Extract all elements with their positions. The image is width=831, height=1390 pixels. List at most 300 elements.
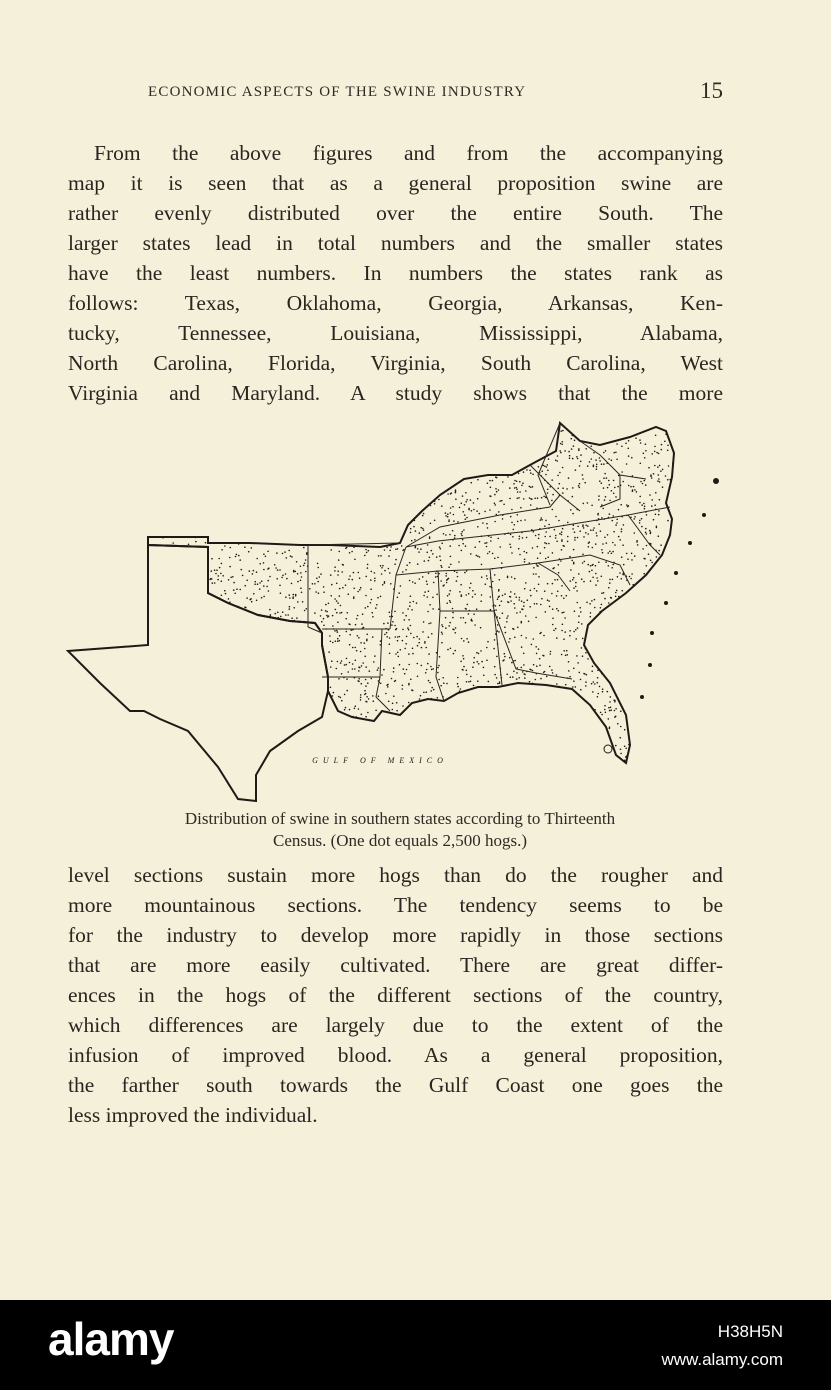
swine-dot [370, 579, 372, 581]
swine-dot [509, 596, 511, 598]
swine-dot [119, 435, 121, 437]
swine-dot [242, 480, 244, 482]
swine-dot [251, 526, 253, 528]
swine-dot [500, 451, 502, 453]
swine-dot [136, 691, 138, 693]
swine-dot [625, 426, 627, 428]
swine-dot [398, 656, 400, 658]
swine-dot [644, 802, 646, 804]
swine-dot [339, 588, 341, 590]
swine-dot [477, 472, 479, 474]
swine-dot [175, 728, 177, 730]
swine-dot [221, 595, 223, 597]
swine-dot [443, 533, 445, 535]
swine-dot [390, 427, 392, 429]
swine-dot [290, 555, 292, 557]
swine-dot [559, 450, 561, 452]
swine-dot [618, 663, 620, 665]
swine-dot [370, 602, 372, 604]
swine-dot [551, 436, 553, 438]
swine-dot [638, 786, 640, 788]
swine-dot [634, 656, 636, 658]
swine-dot [635, 663, 637, 665]
swine-dot [386, 547, 388, 549]
swine-dot [434, 785, 436, 787]
swine-dot [427, 431, 429, 433]
swine-dot [308, 479, 310, 481]
swine-dot [304, 738, 306, 740]
swine-dot [505, 692, 507, 694]
swine-dot [636, 729, 638, 731]
swine-dot [650, 764, 652, 766]
swine-dot [600, 607, 602, 609]
swine-dot [506, 783, 508, 785]
swine-dot [260, 530, 262, 532]
swine-dot [300, 566, 302, 568]
swine-dot [650, 531, 652, 533]
swine-dot [506, 617, 508, 619]
swine-dot [244, 771, 246, 773]
swine-dot [135, 717, 137, 719]
swine-dot [455, 489, 457, 491]
swine-dot [143, 752, 145, 754]
swine-dot [628, 440, 630, 442]
swine-dot [316, 578, 318, 580]
swine-dot [448, 451, 450, 453]
swine-dot [524, 674, 526, 676]
swine-dot [408, 629, 410, 631]
swine-dot [161, 492, 163, 494]
swine-dot [397, 548, 399, 550]
swine-dot [586, 430, 588, 432]
swine-dot [427, 611, 429, 613]
swine-dot [520, 520, 522, 522]
swine-dot [420, 695, 422, 697]
swine-dot [346, 658, 348, 660]
swine-dot [640, 729, 642, 731]
swine-dot [127, 724, 129, 726]
swine-dot [343, 564, 345, 566]
swine-dot [598, 693, 600, 695]
swine-dot [418, 707, 420, 709]
swine-dot [353, 588, 355, 590]
swine-dot [672, 620, 674, 622]
swine-dot [246, 697, 248, 699]
swine-dot [280, 730, 282, 732]
swine-dot [400, 741, 402, 743]
swine-dot [515, 457, 517, 459]
swine-dot [177, 778, 179, 780]
swine-dot [465, 492, 467, 494]
swine-dot [535, 617, 537, 619]
swine-dot [487, 527, 489, 529]
swine-dot [449, 593, 451, 595]
swine-dot [113, 792, 115, 794]
swine-dot [211, 669, 213, 671]
swine-dot [438, 459, 440, 461]
swine-dot [284, 671, 286, 673]
swine-dot [385, 504, 387, 506]
swine-dot [573, 631, 575, 633]
swine-dot [582, 554, 584, 556]
swine-dot [398, 592, 400, 594]
swine-dot [372, 695, 374, 697]
swine-dot [658, 453, 660, 455]
swine-dot [86, 739, 88, 741]
swine-dot [318, 795, 320, 797]
swine-dot [113, 737, 115, 739]
swine-dot [244, 546, 246, 548]
swine-dot [466, 681, 468, 683]
swine-dot [133, 638, 135, 640]
swine-dot [328, 529, 330, 531]
swine-dot [436, 730, 438, 732]
swine-dot [124, 795, 126, 797]
swine-dot [448, 521, 450, 523]
swine-dot [582, 638, 584, 640]
swine-dot [480, 719, 482, 721]
swine-dot [604, 618, 606, 620]
swine-dot [133, 715, 135, 717]
swine-dot [280, 799, 282, 801]
swine-dot [418, 551, 420, 553]
swine-dot [594, 683, 596, 685]
swine-dot [82, 780, 84, 782]
swine-dot [194, 461, 196, 463]
swine-dot [250, 481, 252, 483]
swine-dot [328, 536, 330, 538]
swine-dot [565, 684, 567, 686]
swine-dot [289, 597, 291, 599]
swine-dot [381, 748, 383, 750]
swine-dot [222, 502, 224, 504]
swine-dot [245, 455, 247, 457]
swine-dot [405, 569, 407, 571]
swine-dot [468, 754, 470, 756]
swine-dot [302, 466, 304, 468]
swine-dot [259, 740, 261, 742]
swine-dot [120, 519, 122, 521]
swine-dot [377, 474, 379, 476]
swine-dot [533, 724, 535, 726]
swine-dot [133, 728, 135, 730]
swine-dot [372, 636, 374, 638]
swine-dot [367, 564, 369, 566]
swine-dot [384, 445, 386, 447]
swine-dot [89, 620, 91, 622]
swine-dot [279, 585, 281, 587]
swine-dot [661, 449, 663, 451]
swine-dot [575, 638, 577, 640]
swine-dot [451, 492, 453, 494]
swine-dot [624, 729, 626, 731]
swine-dot [87, 508, 89, 510]
swine-dot [307, 790, 309, 792]
swine-dot [278, 664, 280, 666]
swine-dot [215, 768, 217, 770]
swine-dot [389, 428, 391, 430]
swine-dot [398, 533, 400, 535]
swine-dot [342, 751, 344, 753]
swine-dot [443, 426, 445, 428]
swine-dot [130, 463, 132, 465]
swine-dot [394, 772, 396, 774]
swine-dot [381, 567, 383, 569]
swine-dot [263, 522, 265, 524]
swine-dot [171, 797, 173, 799]
swine-dot [499, 464, 501, 466]
swine-dot [356, 770, 358, 772]
swine-dot [247, 536, 249, 538]
swine-dot [537, 497, 539, 499]
swine-dot [656, 421, 658, 423]
swine-dot [298, 470, 300, 472]
swine-dot [577, 537, 579, 539]
swine-dot [304, 563, 306, 565]
swine-dot [559, 713, 561, 715]
swine-dot [579, 431, 581, 433]
swine-dot [359, 772, 361, 774]
swine-dot [597, 514, 599, 516]
swine-dot [620, 504, 622, 506]
swine-dot [383, 776, 385, 778]
swine-dot [526, 455, 528, 457]
swine-dot [322, 771, 324, 773]
swine-dot [197, 449, 199, 451]
swine-dot [584, 436, 586, 438]
swine-dot [150, 736, 152, 738]
swine-dot [251, 616, 253, 618]
swine-dot [381, 498, 383, 500]
swine-dot [486, 575, 488, 577]
swine-dot [645, 484, 647, 486]
swine-dot [576, 655, 578, 657]
swine-dot [588, 752, 590, 754]
swine-dot [474, 594, 476, 596]
swine-dot [441, 447, 443, 449]
swine-dot [425, 801, 427, 803]
swine-dot [513, 529, 515, 531]
swine-dot [321, 468, 323, 470]
swine-dot [605, 633, 607, 635]
swine-dot [252, 469, 254, 471]
swine-dot [388, 701, 390, 703]
swine-dot [389, 612, 391, 614]
swine-dot [283, 661, 285, 663]
swine-dot [313, 793, 315, 795]
swine-dot [414, 489, 416, 491]
swine-dot [103, 716, 105, 718]
swine-dot [250, 423, 252, 425]
swine-dot [397, 597, 399, 599]
swine-dot [314, 470, 316, 472]
swine-dot [214, 465, 216, 467]
swine-distribution-map [60, 415, 740, 810]
swine-dot [318, 527, 320, 529]
swine-dot [668, 559, 670, 561]
swine-dot [568, 779, 570, 781]
swine-dot [530, 498, 532, 500]
swine-dot [389, 643, 391, 645]
swine-dot [314, 472, 316, 474]
swine-dot [153, 627, 155, 629]
swine-dot [439, 656, 441, 658]
swine-dot [473, 657, 475, 659]
swine-dot [220, 523, 222, 525]
swine-dot [254, 434, 256, 436]
swine-dot [81, 723, 83, 725]
swine-dot [410, 532, 412, 534]
swine-dot [495, 443, 497, 445]
swine-dot [545, 474, 547, 476]
swine-dot [210, 513, 212, 515]
swine-dot [216, 569, 218, 571]
swine-dot [474, 429, 476, 431]
swine-dot [564, 450, 566, 452]
swine-dot [246, 597, 248, 599]
swine-dot [291, 437, 293, 439]
swine-dot [155, 737, 157, 739]
swine-dot [675, 628, 677, 630]
swine-dot [664, 441, 666, 443]
swine-dot [446, 683, 448, 685]
swine-dot [501, 439, 503, 441]
swine-dot [527, 599, 529, 601]
swine-dot [548, 524, 550, 526]
swine-dot [319, 790, 321, 792]
swine-dot [470, 475, 472, 477]
swine-dot [648, 647, 650, 649]
swine-dot [291, 556, 293, 558]
swine-dot [442, 585, 444, 587]
swine-dot [657, 678, 659, 680]
swine-dot [434, 752, 436, 754]
swine-dot [67, 774, 69, 776]
swine-dot [513, 603, 515, 605]
swine-dot [428, 636, 430, 638]
swine-dot [295, 654, 297, 656]
swine-dot [546, 466, 548, 468]
swine-dot [81, 791, 83, 793]
swine-dot [566, 595, 568, 597]
swine-dot [627, 448, 629, 450]
swine-dot [424, 641, 426, 643]
swine-dot [578, 622, 580, 624]
swine-dot [616, 672, 618, 674]
swine-dot [279, 659, 281, 661]
swine-dot [356, 618, 358, 620]
swine-dot [577, 662, 579, 664]
swine-dot [671, 420, 673, 422]
swine-dot [375, 710, 377, 712]
swine-dot [221, 563, 223, 565]
swine-dot [247, 714, 249, 716]
swine-dot [232, 753, 234, 755]
swine-dot [287, 772, 289, 774]
swine-dot [159, 437, 161, 439]
swine-dot [268, 736, 270, 738]
swine-dot [178, 467, 180, 469]
swine-dot [342, 429, 344, 431]
swine-dot [242, 502, 244, 504]
swine-dot [471, 482, 473, 484]
swine-dot [232, 723, 234, 725]
swine-dot [543, 672, 545, 674]
swine-dot [261, 420, 263, 422]
swine-dot [69, 718, 71, 720]
swine-dot [294, 517, 296, 519]
swine-dot [176, 740, 178, 742]
swine-dot [498, 511, 500, 513]
swine-dot [571, 724, 573, 726]
swine-dot [267, 790, 269, 792]
swine-dot [656, 556, 658, 558]
swine-dot [419, 578, 421, 580]
swine-dot [105, 678, 107, 680]
swine-dot [392, 709, 394, 711]
swine-dot [514, 480, 516, 482]
swine-dot [217, 638, 219, 640]
swine-dot [549, 690, 551, 692]
swine-dot [649, 530, 651, 532]
swine-dot [481, 594, 483, 596]
swine-dot [587, 465, 589, 467]
swine-dot [291, 761, 293, 763]
swine-dot [468, 593, 470, 595]
swine-dot [479, 791, 481, 793]
swine-dot [189, 486, 191, 488]
swine-dot [357, 615, 359, 617]
swine-dot [250, 629, 252, 631]
swine-dot [362, 537, 364, 539]
swine-dot [196, 745, 198, 747]
swine-dot [658, 621, 660, 623]
swine-dot [502, 612, 504, 614]
swine-dot [87, 730, 89, 732]
swine-dot [337, 638, 339, 640]
swine-dot [315, 680, 317, 682]
swine-dot [594, 650, 596, 652]
swine-dot [651, 734, 653, 736]
swine-dot [664, 790, 666, 792]
swine-dot [358, 491, 360, 493]
swine-dot [373, 700, 375, 702]
swine-dot [475, 780, 477, 782]
swine-dot [667, 445, 669, 447]
swine-dot [672, 732, 674, 734]
swine-dot [264, 724, 266, 726]
swine-dot [609, 500, 611, 502]
swine-dot [609, 674, 611, 676]
swine-dot [514, 727, 516, 729]
swine-dot [228, 448, 230, 450]
swine-dot [261, 597, 263, 599]
swine-dot [518, 538, 520, 540]
swine-dot [472, 590, 474, 592]
swine-dot [350, 427, 352, 429]
swine-dot [396, 628, 398, 630]
swine-dot [134, 686, 136, 688]
swine-dot [508, 438, 510, 440]
swine-dot [450, 771, 452, 773]
swine-dot [259, 508, 261, 510]
swine-dot [335, 789, 337, 791]
swine-dot [414, 474, 416, 476]
swine-dot [490, 706, 492, 708]
swine-dot [277, 612, 279, 614]
swine-dot [580, 679, 582, 681]
swine-dot [452, 506, 454, 508]
